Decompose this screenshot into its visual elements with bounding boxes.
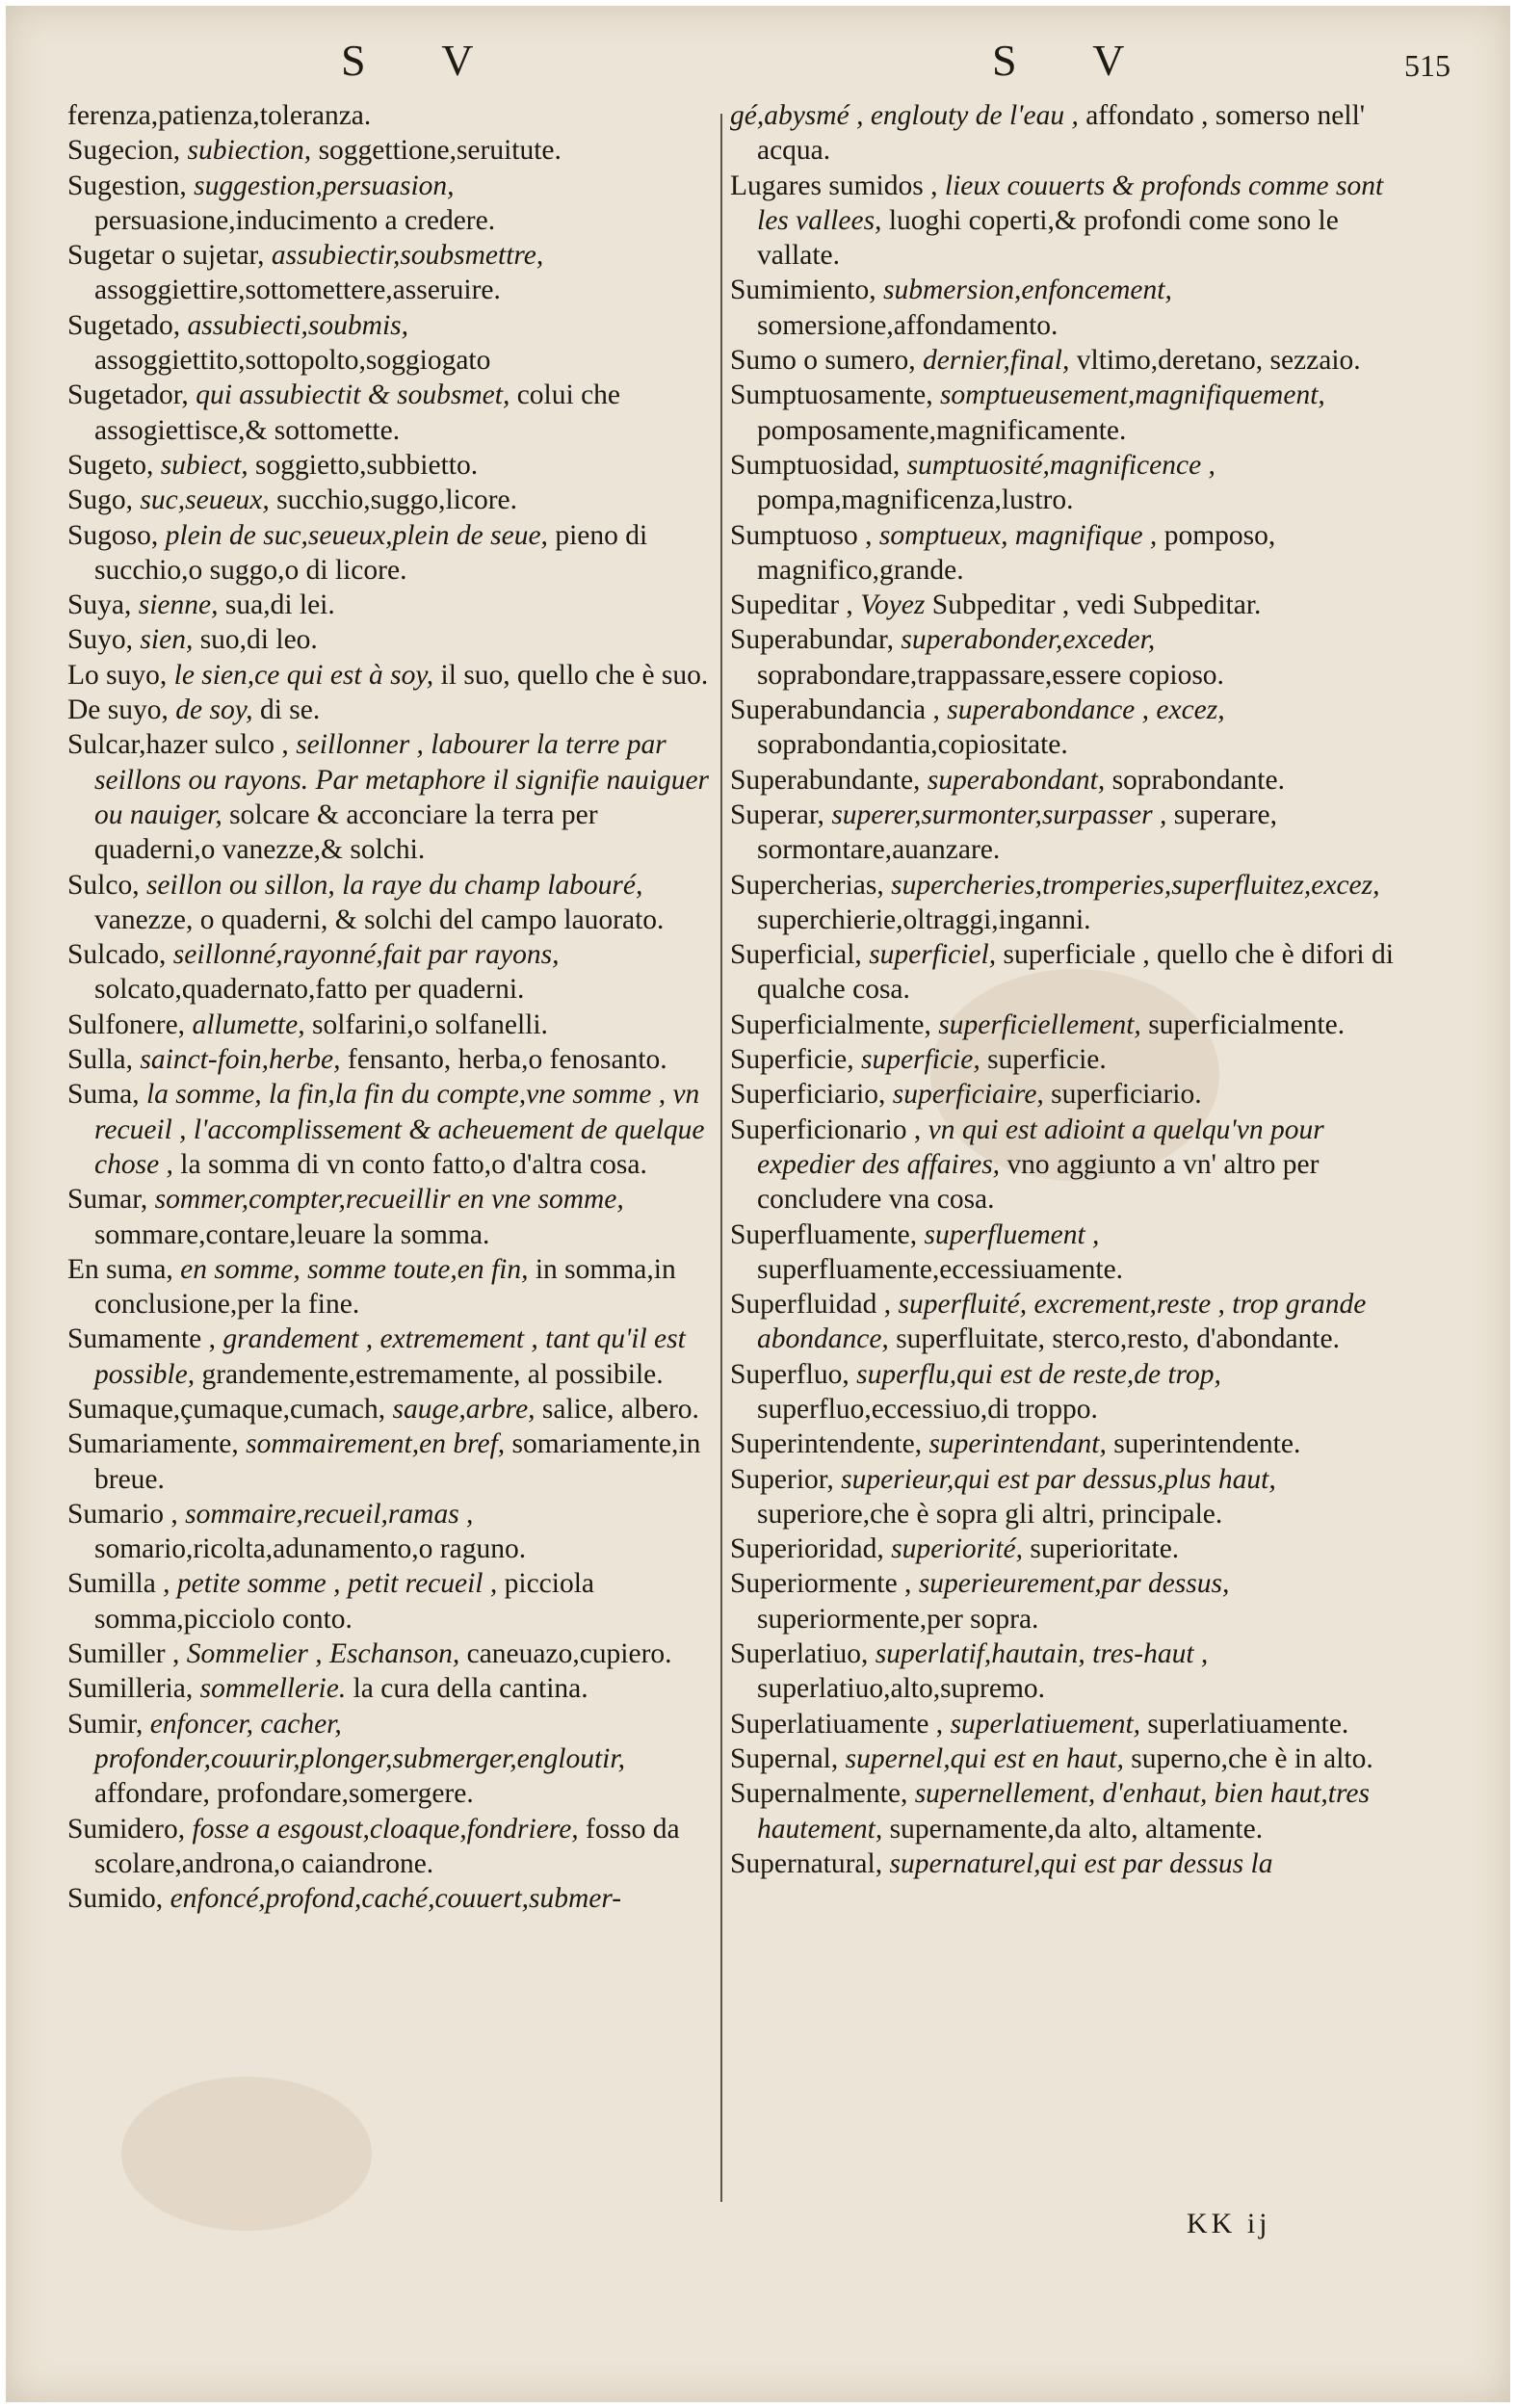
dictionary-entry: [67, 622, 718, 657]
headword: Sulfonere,: [67, 1008, 186, 1040]
french-gloss: superabondance , excez,: [947, 694, 1225, 726]
headword: Sumptuoso ,: [730, 519, 873, 551]
italian-gloss: superficiale , quello che è difori di qualche cosa.: [757, 939, 1394, 1006]
headword: Sugo,: [67, 484, 134, 516]
column-rule: [720, 114, 722, 2202]
french-gloss: sommellerie.: [199, 1673, 347, 1705]
headword: Supernatural,: [730, 1847, 883, 1879]
italian-gloss: superfluitate, sterco,resto, d'abondante.: [896, 1323, 1340, 1355]
headword: Superior,: [730, 1463, 834, 1495]
italian-gloss: ferenza,patienza,toleranza.: [67, 100, 372, 131]
italian-gloss: solfarini,o solfanelli.: [311, 1008, 548, 1040]
italian-gloss: vanezze, o quaderni, & solchi del campo lauorato.: [94, 903, 665, 935]
headword: Sumamente ,: [67, 1323, 217, 1355]
italian-gloss: suo,di leo.: [199, 624, 318, 656]
french-gloss: de soy,: [175, 694, 253, 726]
french-gloss: petite somme , petit recueil ,: [176, 1568, 498, 1600]
dictionary-entry: [730, 448, 1395, 518]
french-gloss: sommaire,recueil,ramas ,: [185, 1498, 474, 1530]
dictionary-entry: [730, 1042, 1395, 1077]
headword: Superficionario ,: [730, 1113, 922, 1145]
dictionary-entry: [730, 622, 1395, 693]
headword: Superfluamente,: [730, 1218, 918, 1250]
headword: Sugetado,: [67, 309, 181, 341]
headword: Superabundancia ,: [730, 694, 940, 726]
dictionary-entry: [730, 1112, 1395, 1217]
dictionary-entry: [67, 1008, 718, 1042]
dictionary-entry: [67, 133, 718, 168]
dictionary-entry: [67, 1812, 718, 1882]
italian-gloss: superficiario.: [1051, 1079, 1202, 1111]
dictionary-entry: [67, 1426, 718, 1497]
french-gloss: subiect,: [160, 449, 248, 481]
italian-gloss: pomposo, magnifico,grande.: [757, 519, 1276, 586]
dictionary-entry: [730, 1217, 1395, 1288]
italian-gloss: soprabondantia,copiositate.: [757, 729, 1068, 761]
french-gloss: sauge,arbre,: [392, 1393, 536, 1425]
french-gloss: superabondant,: [927, 764, 1106, 796]
dictionary-entry: [67, 1636, 718, 1671]
dictionary-entry: [730, 1008, 1395, 1042]
dictionary-entry: [730, 1707, 1395, 1741]
french-gloss: superabonder,exceder,: [901, 624, 1156, 656]
italian-gloss: pieno di succhio,o suggo,o di licore.: [94, 519, 648, 586]
dictionary-entry: [730, 378, 1395, 448]
headword: Sugeto,: [67, 449, 154, 481]
french-gloss: superer,surmonter,surpasser ,: [831, 798, 1167, 830]
italian-gloss: superchierie,oltraggi,inganni.: [757, 903, 1091, 935]
dictionary-entry: [67, 727, 718, 867]
dictionary-page: [6, 6, 1510, 2402]
dictionary-entry: [730, 1776, 1395, 1846]
french-gloss: lieux couuerts & profonds comme sont les vallees,: [757, 170, 1384, 236]
italian-gloss: superiore,che è sopra gli altri, principale.: [757, 1498, 1223, 1530]
french-gloss: Sommelier , Eschanson,: [186, 1638, 460, 1670]
dictionary-entry: [67, 169, 718, 239]
dictionary-entry: [67, 693, 718, 727]
dictionary-entry: [67, 1182, 718, 1252]
italian-gloss: somario,ricolta,adunamento,o raguno.: [94, 1533, 527, 1565]
french-gloss: sommairement,en bref,: [246, 1428, 506, 1460]
dictionary-entry: [67, 1497, 718, 1567]
french-gloss: Voyez: [860, 589, 926, 621]
italian-gloss: superlatiuamente.: [1147, 1708, 1349, 1740]
headword: Supeditar ,: [730, 589, 853, 621]
dictionary-entry: [67, 483, 718, 517]
dictionary-entry: [730, 798, 1395, 868]
french-gloss: sumptuosité,magnificence ,: [906, 449, 1215, 481]
headword: Lugares sumidos ,: [730, 170, 938, 201]
italian-gloss: sommare,contare,leuare la somma.: [94, 1218, 490, 1250]
french-gloss: superficiel,: [869, 939, 997, 971]
french-gloss: superflu,qui est de reste,de trop,: [856, 1358, 1221, 1390]
italian-gloss: picciola somma,picciolo conto.: [94, 1568, 594, 1635]
italian-gloss: solcare & acconciare la terra per quaderni,o vanezze,& solchi.: [94, 798, 598, 866]
headword: Superioridad,: [730, 1533, 884, 1565]
french-gloss: subiection,: [187, 135, 312, 167]
headword: Suma,: [67, 1079, 140, 1111]
dictionary-entry: [67, 1671, 718, 1706]
french-gloss: qui assubiectit & soubsmet,: [196, 380, 510, 411]
french-gloss: seillonné,rayonné,fait par rayons,: [172, 939, 560, 971]
italian-gloss: superno,che è in alto.: [1131, 1742, 1373, 1774]
headword: Sugoso,: [67, 519, 159, 551]
header-left: S V: [341, 36, 507, 85]
french-gloss: sien,: [140, 624, 194, 656]
headword: Supernalmente,: [730, 1778, 908, 1810]
headword: Sumilleria,: [67, 1673, 194, 1705]
headword: Superfluidad ,: [730, 1289, 892, 1321]
headword: Supercherias,: [730, 869, 884, 901]
french-gloss: gé,abysmé , englouty de l'eau ,: [730, 100, 1079, 131]
italian-gloss: superfluo,eccessiuo,di troppo.: [757, 1393, 1098, 1425]
french-gloss: fosse a esgoust,cloaque,fondriere,: [192, 1813, 579, 1845]
dictionary-entry: [730, 868, 1395, 938]
french-gloss: somptueux, magnifique ,: [878, 519, 1158, 551]
dictionary-entry: [67, 448, 718, 483]
headword: Sumptuosamente,: [730, 380, 933, 411]
french-gloss: en somme, somme toute,en fin,: [180, 1253, 529, 1285]
headword: Sulcar,hazer sulco ,: [67, 729, 289, 761]
headword: Superficie,: [730, 1044, 854, 1076]
headword: Superlatiuamente ,: [730, 1708, 944, 1740]
dictionary-entry: [67, 378, 718, 448]
dictionary-entry: [67, 1077, 718, 1182]
dictionary-entry: [730, 273, 1395, 343]
headword: Suyo,: [67, 624, 134, 656]
headword: Suya,: [67, 589, 132, 621]
headword: Sugetador,: [67, 380, 189, 411]
headword: Sumar,: [67, 1184, 148, 1216]
headword: Sulla,: [67, 1044, 134, 1076]
headword: Sugestion,: [67, 170, 187, 201]
headword: Sumimiento,: [730, 275, 876, 306]
dictionary-entry: [67, 868, 718, 938]
dictionary-entry: [730, 169, 1395, 274]
italian-gloss: somariamente,in breue.: [94, 1428, 701, 1495]
italian-gloss: superficie.: [987, 1044, 1107, 1076]
header-right: S V: [992, 36, 1158, 85]
french-gloss: supernellement, d'enhaut, bien haut,tres hautement,: [757, 1778, 1370, 1845]
headword: Superficialmente,: [730, 1008, 931, 1040]
french-gloss: suggestion,persuasion,: [194, 170, 455, 201]
dictionary-entry: [730, 518, 1395, 589]
dictionary-entry: [67, 1707, 718, 1812]
dictionary-entry: [730, 1077, 1395, 1112]
french-gloss: plein de suc,seueux,plein de seue,: [165, 519, 548, 551]
italian-gloss: superlatiuo,alto,supremo.: [757, 1673, 1046, 1705]
italian-gloss: grandemente,estremamente, al possibile.: [201, 1358, 664, 1390]
dictionary-entry: [67, 1042, 718, 1077]
french-gloss: seillon ou sillon, la raye du champ labouré,: [145, 869, 643, 901]
headword: Sumo o sumero,: [730, 345, 916, 377]
french-gloss: superlatiuement,: [950, 1708, 1141, 1740]
french-gloss: enfoncer, cacher, profonder,couurir,plonger,submerger,engloutir,: [94, 1708, 625, 1774]
headword: Sulco,: [67, 869, 140, 901]
italian-gloss: supernamente,da alto, altamente.: [889, 1813, 1264, 1845]
dictionary-entry: [67, 588, 718, 622]
italian-gloss: vno aggiunto a vn' altro per concludere vna cosa.: [757, 1148, 1320, 1216]
french-gloss: superieur,qui est par dessus,plus haut,: [841, 1463, 1276, 1495]
headword: De suyo,: [67, 694, 169, 726]
dictionary-entry: [67, 1566, 718, 1636]
italian-gloss: affondato , somerso nell' acqua.: [757, 100, 1366, 167]
dictionary-entry: [730, 98, 1395, 169]
french-gloss: vn qui est adioint a quelqu'vn pour expedier des affaires,: [757, 1113, 1324, 1180]
italian-gloss: soggietto,subbietto.: [255, 449, 479, 481]
italian-gloss: assoggiettito,sottopolto,soggiogato: [94, 345, 491, 377]
page-number: 515: [1404, 48, 1451, 83]
headword: Sugetar o sujetar,: [67, 240, 265, 272]
italian-gloss: fensanto, herba,o fenosanto.: [347, 1044, 667, 1076]
dictionary-entry: [730, 1741, 1395, 1776]
left-column: [67, 98, 718, 1916]
headword: Superar,: [730, 798, 824, 830]
french-gloss: enfoncé,profond,caché,couuert,submer-: [170, 1883, 622, 1915]
right-column: [730, 98, 1395, 1881]
italian-gloss: il suo, quello che è suo.: [440, 659, 709, 691]
french-gloss: grandement , extremement , tant qu'il est possible,: [94, 1323, 686, 1390]
french-gloss: somptueusement,magnifiquement,: [939, 380, 1325, 411]
headword: Sumidero,: [67, 1813, 186, 1845]
dictionary-entry: [67, 1881, 718, 1916]
french-gloss: le sien,ce qui est à soy,: [173, 659, 434, 691]
french-gloss: superiorité,: [891, 1533, 1023, 1565]
italian-gloss: la somma di vn conto fatto,o d'altra cosa.: [180, 1148, 647, 1180]
headword: Sulcado,: [67, 939, 167, 971]
italian-gloss: succhio,suggo,licore.: [276, 484, 518, 516]
italian-gloss: superintendente.: [1113, 1428, 1301, 1460]
headword: Sumido,: [67, 1883, 164, 1915]
italian-gloss: vltimo,deretano, sezzaio.: [1076, 345, 1361, 377]
italian-gloss: superiormente,per sopra.: [757, 1603, 1039, 1635]
dictionary-entry: [730, 1531, 1395, 1566]
dictionary-entry: [67, 1252, 718, 1322]
dictionary-entry: [67, 238, 718, 308]
french-gloss: suc,seueux,: [140, 484, 270, 516]
dictionary-entry: [730, 588, 1395, 622]
headword: Sumiller ,: [67, 1638, 180, 1670]
italian-gloss: soprabondante.: [1111, 764, 1285, 796]
italian-gloss: pompa,magnificenza,lustro.: [757, 484, 1074, 516]
dictionary-entry: [730, 1636, 1395, 1707]
headword: Sugecion,: [67, 135, 181, 167]
french-gloss: dernier,final,: [922, 345, 1070, 377]
dictionary-entry: [730, 1846, 1395, 1881]
dictionary-entry: [730, 1566, 1395, 1636]
headword: Lo suyo,: [67, 659, 168, 691]
italian-gloss: fosso da scolare,androna,o caiandrone.: [94, 1813, 680, 1879]
french-gloss: superficiellement,: [938, 1008, 1141, 1040]
italian-gloss: superfluamente,eccessiuamente.: [757, 1253, 1124, 1285]
dictionary-entry: [730, 1357, 1395, 1427]
signature-mark: KK ij: [1187, 2208, 1271, 2239]
dictionary-entry: [67, 937, 718, 1008]
italian-gloss: sua,di lei.: [224, 589, 335, 621]
headword: Sumptuosidad,: [730, 449, 901, 481]
french-gloss: superieurement,par dessus,: [918, 1568, 1230, 1600]
headword: Superlatiuo,: [730, 1638, 869, 1670]
headword: Sumilla ,: [67, 1568, 170, 1600]
italian-gloss: assoggiettire,sottomettere,asseruire.: [94, 275, 501, 306]
italian-gloss: colui che assogiettisce,& sottomette.: [94, 380, 621, 446]
french-gloss: assubiectir,soubsmettre,: [271, 240, 544, 272]
french-gloss: sienne,: [138, 589, 219, 621]
italian-gloss: persuasione,inducimento a credere.: [94, 204, 496, 236]
headword: Sumir,: [67, 1708, 144, 1740]
headword: Sumaque,çumaque,cumach,: [67, 1393, 386, 1425]
italian-gloss: di se.: [259, 694, 321, 726]
french-gloss: seillonner , labourer la terre par seillons ou rayons. Par metaphore il signifie nauiguer ou nauiger,: [94, 729, 710, 830]
headword: Supernal,: [730, 1742, 839, 1774]
headword: Superabundar,: [730, 624, 895, 656]
dictionary-entry: [730, 1462, 1395, 1532]
french-gloss: la somme, la fin,la fin du compte,vne somme , vn recueil , l'accomplissement & acheuement de quelque chose ,: [94, 1079, 705, 1180]
french-gloss: assubiecti,soubmis,: [187, 309, 408, 341]
dictionary-entry: [730, 763, 1395, 798]
french-gloss: submersion,enfoncement,: [882, 275, 1172, 306]
french-gloss: superlatif,hautain, tres-haut ,: [875, 1638, 1209, 1670]
headword: Superficial,: [730, 939, 862, 971]
french-gloss: allumette,: [192, 1008, 305, 1040]
italian-gloss: superare, sormontare,auanzare.: [757, 798, 1278, 866]
italian-gloss: pomposamente,magnificamente.: [757, 414, 1127, 446]
dictionary-entry: [67, 1322, 718, 1392]
dictionary-entry: [67, 1392, 718, 1426]
italian-gloss: somersione,affondamento.: [757, 309, 1059, 341]
dictionary-entry: [67, 658, 718, 693]
headword: Superiormente ,: [730, 1568, 912, 1600]
italian-gloss: luoghi coperti,& profondi come sono le vallate.: [757, 204, 1339, 272]
headword: Superfluo,: [730, 1358, 849, 1390]
dictionary-entry: [67, 518, 718, 589]
french-gloss: supercheries,tromperies,superfluitez,excez,: [891, 869, 1380, 901]
italian-gloss: in somma,in conclusione,per la fine.: [94, 1253, 676, 1321]
dictionary-entry: [730, 937, 1395, 1008]
french-gloss: superficie,: [860, 1044, 980, 1076]
french-gloss: superfluement ,: [924, 1218, 1100, 1250]
french-gloss: supernel,qui est en haut,: [845, 1742, 1124, 1774]
italian-gloss: superficialmente.: [1148, 1008, 1346, 1040]
paper-stain: [121, 2077, 372, 2231]
french-gloss: superfluité, excrement,reste , trop grande abondance,: [757, 1289, 1367, 1355]
italian-gloss: caneuazo,cupiero.: [466, 1638, 672, 1670]
italian-gloss: solcato,quadernato,fatto per quaderni.: [94, 974, 525, 1006]
dictionary-entry: [67, 98, 718, 133]
dictionary-entry: [730, 343, 1395, 378]
headword: Superficiario,: [730, 1079, 886, 1111]
dictionary-entry: [730, 1287, 1395, 1357]
headword: En suma,: [67, 1253, 173, 1285]
french-gloss: sainct-foin,herbe,: [140, 1044, 341, 1076]
french-gloss: sommer,compter,recueillir en vne somme,: [154, 1184, 624, 1216]
italian-gloss: soggettione,seruitute.: [318, 135, 562, 167]
italian-gloss: salice, albero.: [541, 1393, 699, 1425]
headword: Sumario ,: [67, 1498, 178, 1530]
headword: Superabundante,: [730, 764, 921, 796]
headword: Sumariamente,: [67, 1428, 239, 1460]
italian-gloss: soprabondare,trappassare,essere copioso.: [757, 659, 1224, 691]
dictionary-entry: [730, 1426, 1395, 1461]
headword: Superintendente,: [730, 1428, 923, 1460]
french-gloss: superficiaire,: [892, 1079, 1044, 1111]
running-header: [6, 19, 1510, 85]
italian-gloss: superioritate.: [1030, 1533, 1180, 1565]
dictionary-entry: [730, 693, 1395, 763]
french-gloss: supernaturel,qui est par dessus la: [889, 1847, 1273, 1879]
italian-gloss: affondare, profondare,somergere.: [94, 1778, 474, 1810]
italian-gloss: Subpeditar , vedi Subpeditar.: [931, 589, 1262, 621]
french-gloss: superintendant,: [928, 1428, 1107, 1460]
dictionary-entry: [67, 308, 718, 379]
italian-gloss: la cura della cantina.: [353, 1673, 588, 1705]
